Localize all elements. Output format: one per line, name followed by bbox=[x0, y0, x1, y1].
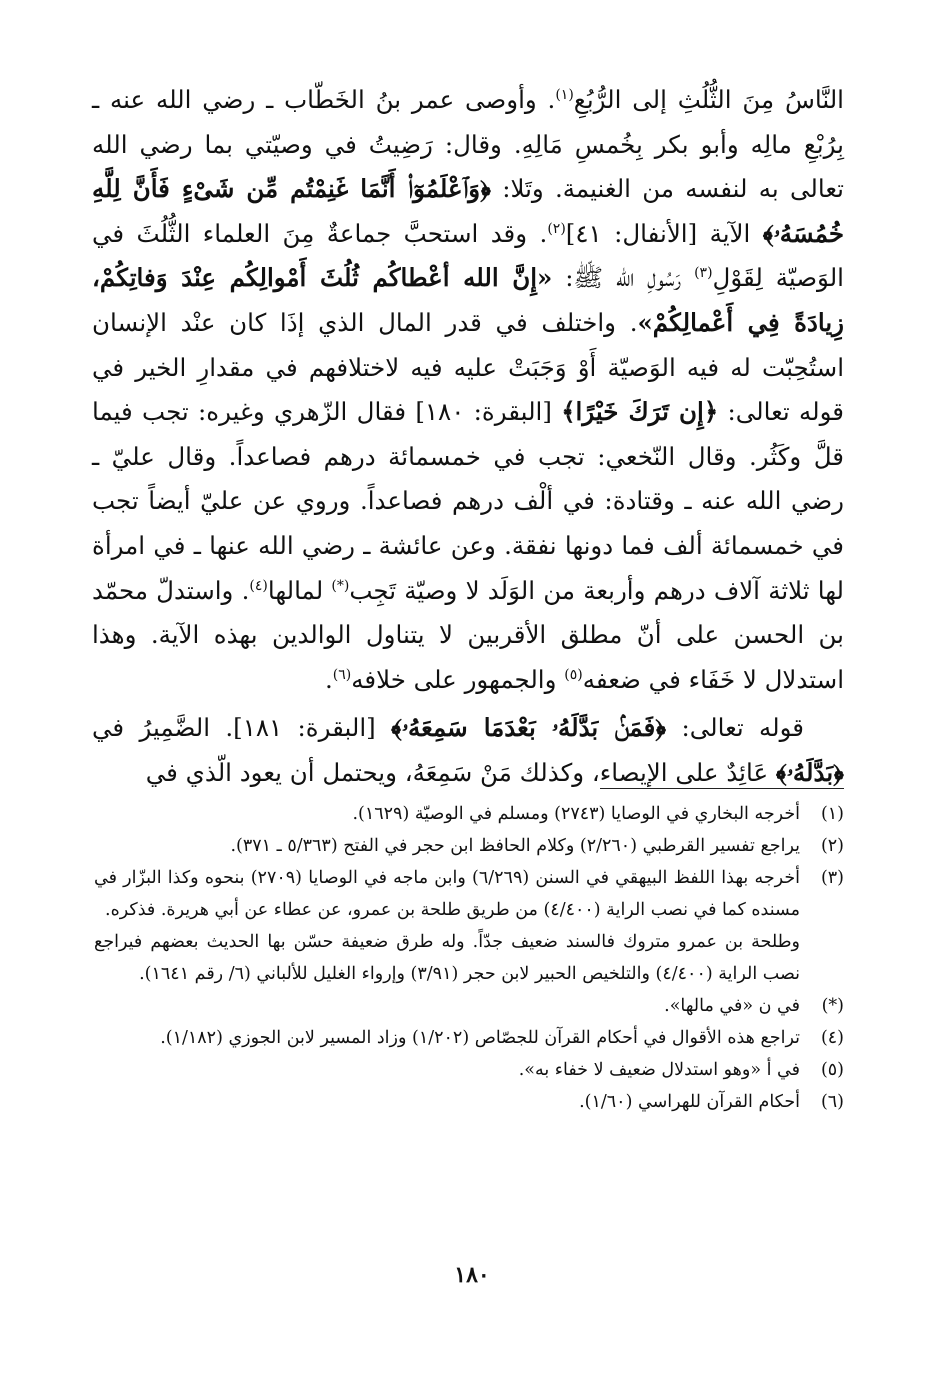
footnote-ref-4[interactable]: (٤) bbox=[249, 577, 268, 594]
footnote-2 bbox=[94, 830, 844, 862]
footnote-text: تراجع هذه الأقوال في أحكام القرآن للجصّاص (١/٢٠٢) وزاد المسير لابن الجوزي (١/١٨٢). bbox=[160, 1028, 800, 1048]
footnote-1 bbox=[94, 798, 844, 830]
quran-verse-anfal: ﴿وَٱعْلَمُوٓا۟ أَنَّمَا غَنِمْتُم مِّن شَىْءٍ فَأَنَّ لِلَّهِ خُمُسَهُۥ﴾ bbox=[92, 174, 844, 248]
footnote-3 bbox=[94, 862, 844, 926]
footnote-ref-star[interactable]: (*) bbox=[331, 577, 350, 594]
main-text bbox=[92, 78, 844, 796]
text-run: قوله تعالى: bbox=[666, 713, 804, 743]
text-run: [البقرة: ١٨١]. الضَّمِيرُ في bbox=[92, 713, 392, 743]
footnote-5 bbox=[94, 1054, 844, 1086]
footnote-text: أحكام القرآن للهراسي (١/٦٠). bbox=[579, 1092, 800, 1112]
verse-reference: الآية [الأنفال: ٤١] bbox=[565, 218, 763, 248]
footnote-4 bbox=[94, 1022, 844, 1054]
page-number: ١٨٠ bbox=[454, 1262, 490, 1288]
footnote-text: أخرجه البخاري في الوصايا (٢٧٤٣) ومسلم في الوصيّة (١٦٢٩). bbox=[352, 804, 800, 824]
footnote-number: (٢) bbox=[820, 836, 844, 856]
footnote-text: في ن «في مالها». bbox=[664, 996, 800, 1016]
footnote-number: (٥) bbox=[820, 1060, 844, 1080]
quran-word-baddalahu: ﴿بَدَّلَهُۥ﴾ bbox=[775, 757, 844, 787]
footnote-ref-1[interactable]: (١) bbox=[555, 86, 574, 103]
text-run: لمالها bbox=[267, 575, 332, 605]
text-run: النَّاسُ مِنَ الثُّلُثِ إلى الرُّبُعِ bbox=[573, 85, 844, 114]
footnote-ref-3[interactable]: (٣) bbox=[694, 265, 713, 282]
text-run: والجمهور على خلافه bbox=[351, 664, 565, 694]
text-run: . bbox=[324, 664, 333, 694]
footnote-star bbox=[94, 990, 844, 1022]
footnote-ref-2[interactable]: (٢) bbox=[547, 220, 566, 237]
hadith-quote: «إِنَّ الله أعْطاكُم ثُلُثَ أَمْوالِكُم عِنْدَ وَفاتِكُمْ، زِيادَةً فِي أَعْمالِكُمْ» bbox=[92, 263, 844, 337]
text-run: عَائِدٌ على الإيصاء، وكذلك مَنْ سَمِعَهُ، ويحتمل أن يعود الّذي في bbox=[145, 757, 776, 787]
footnote-number: (٣) bbox=[820, 868, 844, 888]
footnote-6 bbox=[94, 1086, 844, 1118]
text-run: . وأوصى عمر بنُ الخَطّاب ـ رضي الله عنه ـ بِرُبْعِ مالِه وأبو بكر بِخُمسِ مَالِهِ. وقال: رَضِيتُ في وصيّتي بما رضي الله تعالى به لنفسه من الغنيمة. وتَلا: bbox=[92, 85, 844, 204]
text-run: رَسُولِ الله ﷺ: bbox=[552, 263, 695, 293]
footnote-number: (١) bbox=[820, 804, 844, 824]
paragraph-1 bbox=[92, 78, 844, 702]
footnote-ref-6[interactable]: (٦) bbox=[332, 666, 352, 683]
text-run: . وقد استحبَّ جماعةٌ مِنَ العلماء الثُّلُثَ في الوَصيّة لِقَوْلِ bbox=[92, 218, 844, 293]
footnote-ref-5[interactable]: (٥) bbox=[564, 666, 583, 683]
footnote-text: أخرجه بهذا اللفظ البيهقي في السنن (٦/٢٦٩) وابن ماجه في الوصايا (٢٧٠٩) بنحوه وكذا البزّار في مسنده كما في نصب الراية (٤/٤٠٠) من طريق طلحة بن عمرو، عن عطاء عن أبي هريرة. فذكره. bbox=[94, 868, 801, 920]
footnote-number: (٦) bbox=[820, 1092, 844, 1112]
text-run: . واستدلّ محمّد بن الحسن على أنّ مطلق الأقربين لا يتناول الوالدين بهذه الآية. وهذا استدلال لا خَفَاء في ضعفه bbox=[92, 575, 844, 694]
footnote-text: في أ «وهو استدلال ضعيف لا خفاء به». bbox=[518, 1060, 800, 1080]
text-run: . واختلف في قدر المال الذي إذَا كان عنْد الإنسان استُحِبّت له فيه الوَصيّة أَوْ وَجَبَتْ عليه فيه لاختلافهم في مقدارِ الخير في قوله تعالى: bbox=[92, 307, 844, 427]
footnotes-section bbox=[94, 798, 844, 1118]
text-run: [البقرة: ١٨٠] فقال الزّهري وغيره: تجب فيما قلَّ وكَثُر. وقال النّخعي: تجب في خمسمائة درهم فصاعداً. وقال عليّ ـ رضي الله عنه ـ وقتادة: في ألْف درهم فصاعداً. وروي عن عليّ أيضاً تجب في خمسمائة ألف فما دونها نفقة. وعن عائشة ـ رضي الله عنها ـ في امرأة لها ثلاثة آلاف درهم وأربعة من الوَلَد لا وصيّة تَجِب bbox=[92, 397, 845, 605]
footnote-text: يراجع تفسير القرطبي (٢/٢٦٠) وكلام الحافظ ابن حجر في الفتح (٥/٣٦٣ ـ ٣٧١). bbox=[230, 836, 800, 856]
footnote-divider bbox=[600, 788, 844, 789]
quran-verse-baqarah-180: ﴿إِن تَرَكَ خَيْرًا﴾ bbox=[561, 397, 719, 427]
footnote-number: (*) bbox=[821, 996, 844, 1016]
paragraph-2 bbox=[92, 706, 844, 795]
quran-verse-baqarah-181: ﴿فَمَنۢ بَدَّلَهُۥ بَعْدَمَا سَمِعَهُۥ﴾ bbox=[391, 713, 667, 743]
footnote-number: (٤) bbox=[820, 1028, 844, 1048]
footnote-3-continuation: وطلحة بن عمرو متروك فالسند ضعيف جدّاً. وله طرق ضعيفة حسّن بها الحديث بعضهم فيراجع نصب الراية (٤/٤٠٠) والتلخيص الحبير لابن حجر (٣/٩١) وإرواء الغليل للألباني (٦/ رقم ١٦٤١). bbox=[94, 932, 800, 984]
